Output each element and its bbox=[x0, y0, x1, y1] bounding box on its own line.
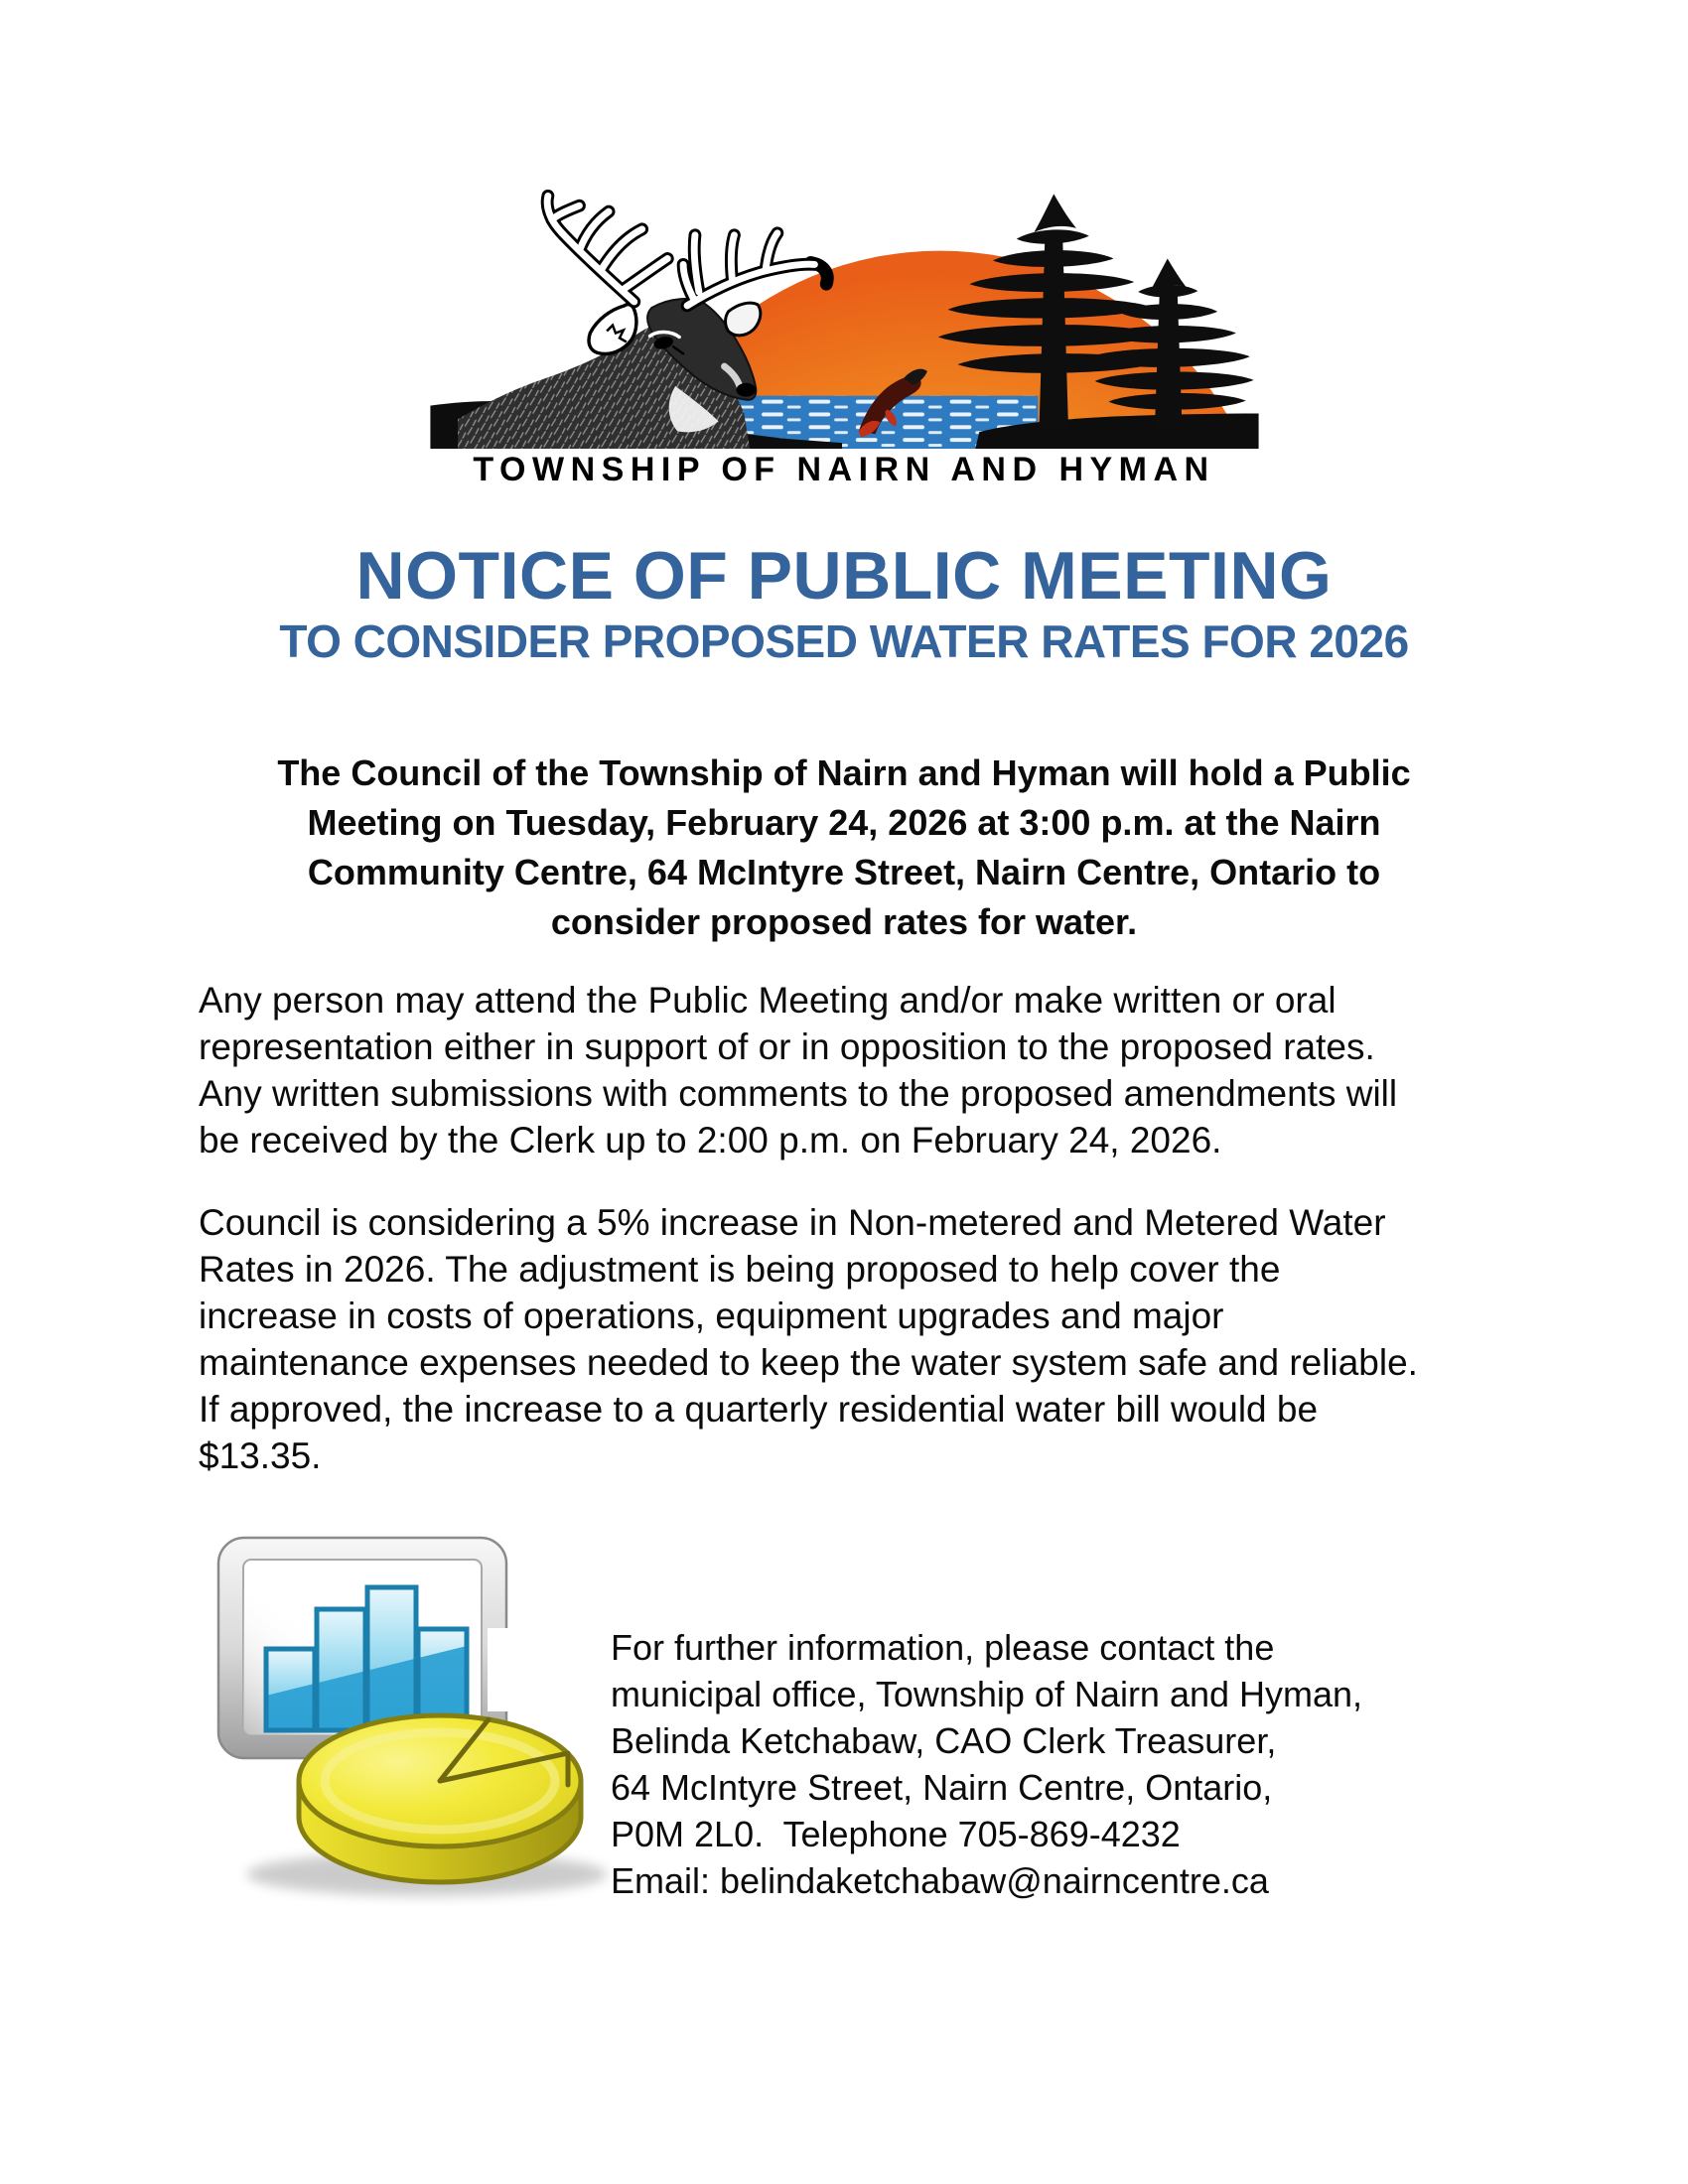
statistics-icon-container bbox=[204, 1525, 621, 1922]
page-title: NOTICE OF PUBLIC MEETING bbox=[355, 538, 1333, 614]
text-line: increase in costs of operations, equipment upgrades and major bbox=[199, 1296, 1224, 1336]
text-line: For further information, please contact the bbox=[611, 1627, 1275, 1668]
text-line: Any person may attend the Public Meeting and/or make written or oral bbox=[199, 980, 1336, 1021]
text-line: Rates in 2026. The adjustment is being proposed to help cover the bbox=[199, 1249, 1281, 1290]
participation-paragraph bbox=[199, 977, 1688, 1163]
contact-info bbox=[611, 1525, 1362, 1904]
text-line: If approved, the increase to a quarterly residential water bill would be bbox=[199, 1389, 1319, 1430]
logo-caption: TOWNSHIP OF NAIRN AND HYMAN bbox=[473, 451, 1215, 488]
pie-chart-icon bbox=[299, 1715, 581, 1882]
text-line: maintenance expenses needed to keep the water system safe and reliable. bbox=[199, 1342, 1418, 1383]
text-line: municipal office, Township of Nairn and Hyman, bbox=[611, 1674, 1363, 1714]
text-line: Council is considering a 5% increase in Non-metered and Metered Water bbox=[199, 1202, 1386, 1243]
text-line: Email: belindaketchabaw@nairncentre.ca bbox=[611, 1860, 1269, 1901]
rate-increase-paragraph bbox=[199, 1199, 1688, 1479]
text-line: $13.35. bbox=[199, 1435, 322, 1476]
text-line: 64 McIntyre Street, Nairn Centre, Ontario, bbox=[611, 1767, 1273, 1808]
meeting-announcement-paragraph bbox=[0, 749, 1688, 947]
page-subtitle: TO CONSIDER PROPOSED WATER RATES FOR 2026 bbox=[279, 615, 1409, 667]
text-line: Any written submissions with comments to the proposed amendments will bbox=[199, 1073, 1398, 1114]
text-line: The Council of the Township of Nairn and Hyman will hold a Public bbox=[277, 752, 1411, 793]
text-line: P0M 2L0. Telephone 705-869-4232 bbox=[611, 1814, 1181, 1854]
footer-section bbox=[0, 1525, 1688, 1922]
text-line: Belinda Ketchabaw, CAO Clerk Treasurer, bbox=[611, 1720, 1277, 1761]
text-line: consider proposed rates for water. bbox=[550, 901, 1138, 942]
text-line: Community Centre, 64 McIntyre Street, Nairn Centre, Ontario to bbox=[307, 852, 1381, 892]
township-logo-art bbox=[425, 143, 1264, 449]
statistics-chart-icon bbox=[204, 1525, 621, 1922]
text-line: be received by the Clerk up to 2:00 p.m. on February 24, 2026. bbox=[199, 1120, 1222, 1160]
text-line: representation either in support of or in opposition to the proposed rates. bbox=[199, 1026, 1375, 1067]
township-logo bbox=[425, 143, 1264, 488]
text-line: Meeting on Tuesday, February 24, 2026 at 3:00 p.m. at the Nairn bbox=[307, 802, 1381, 843]
